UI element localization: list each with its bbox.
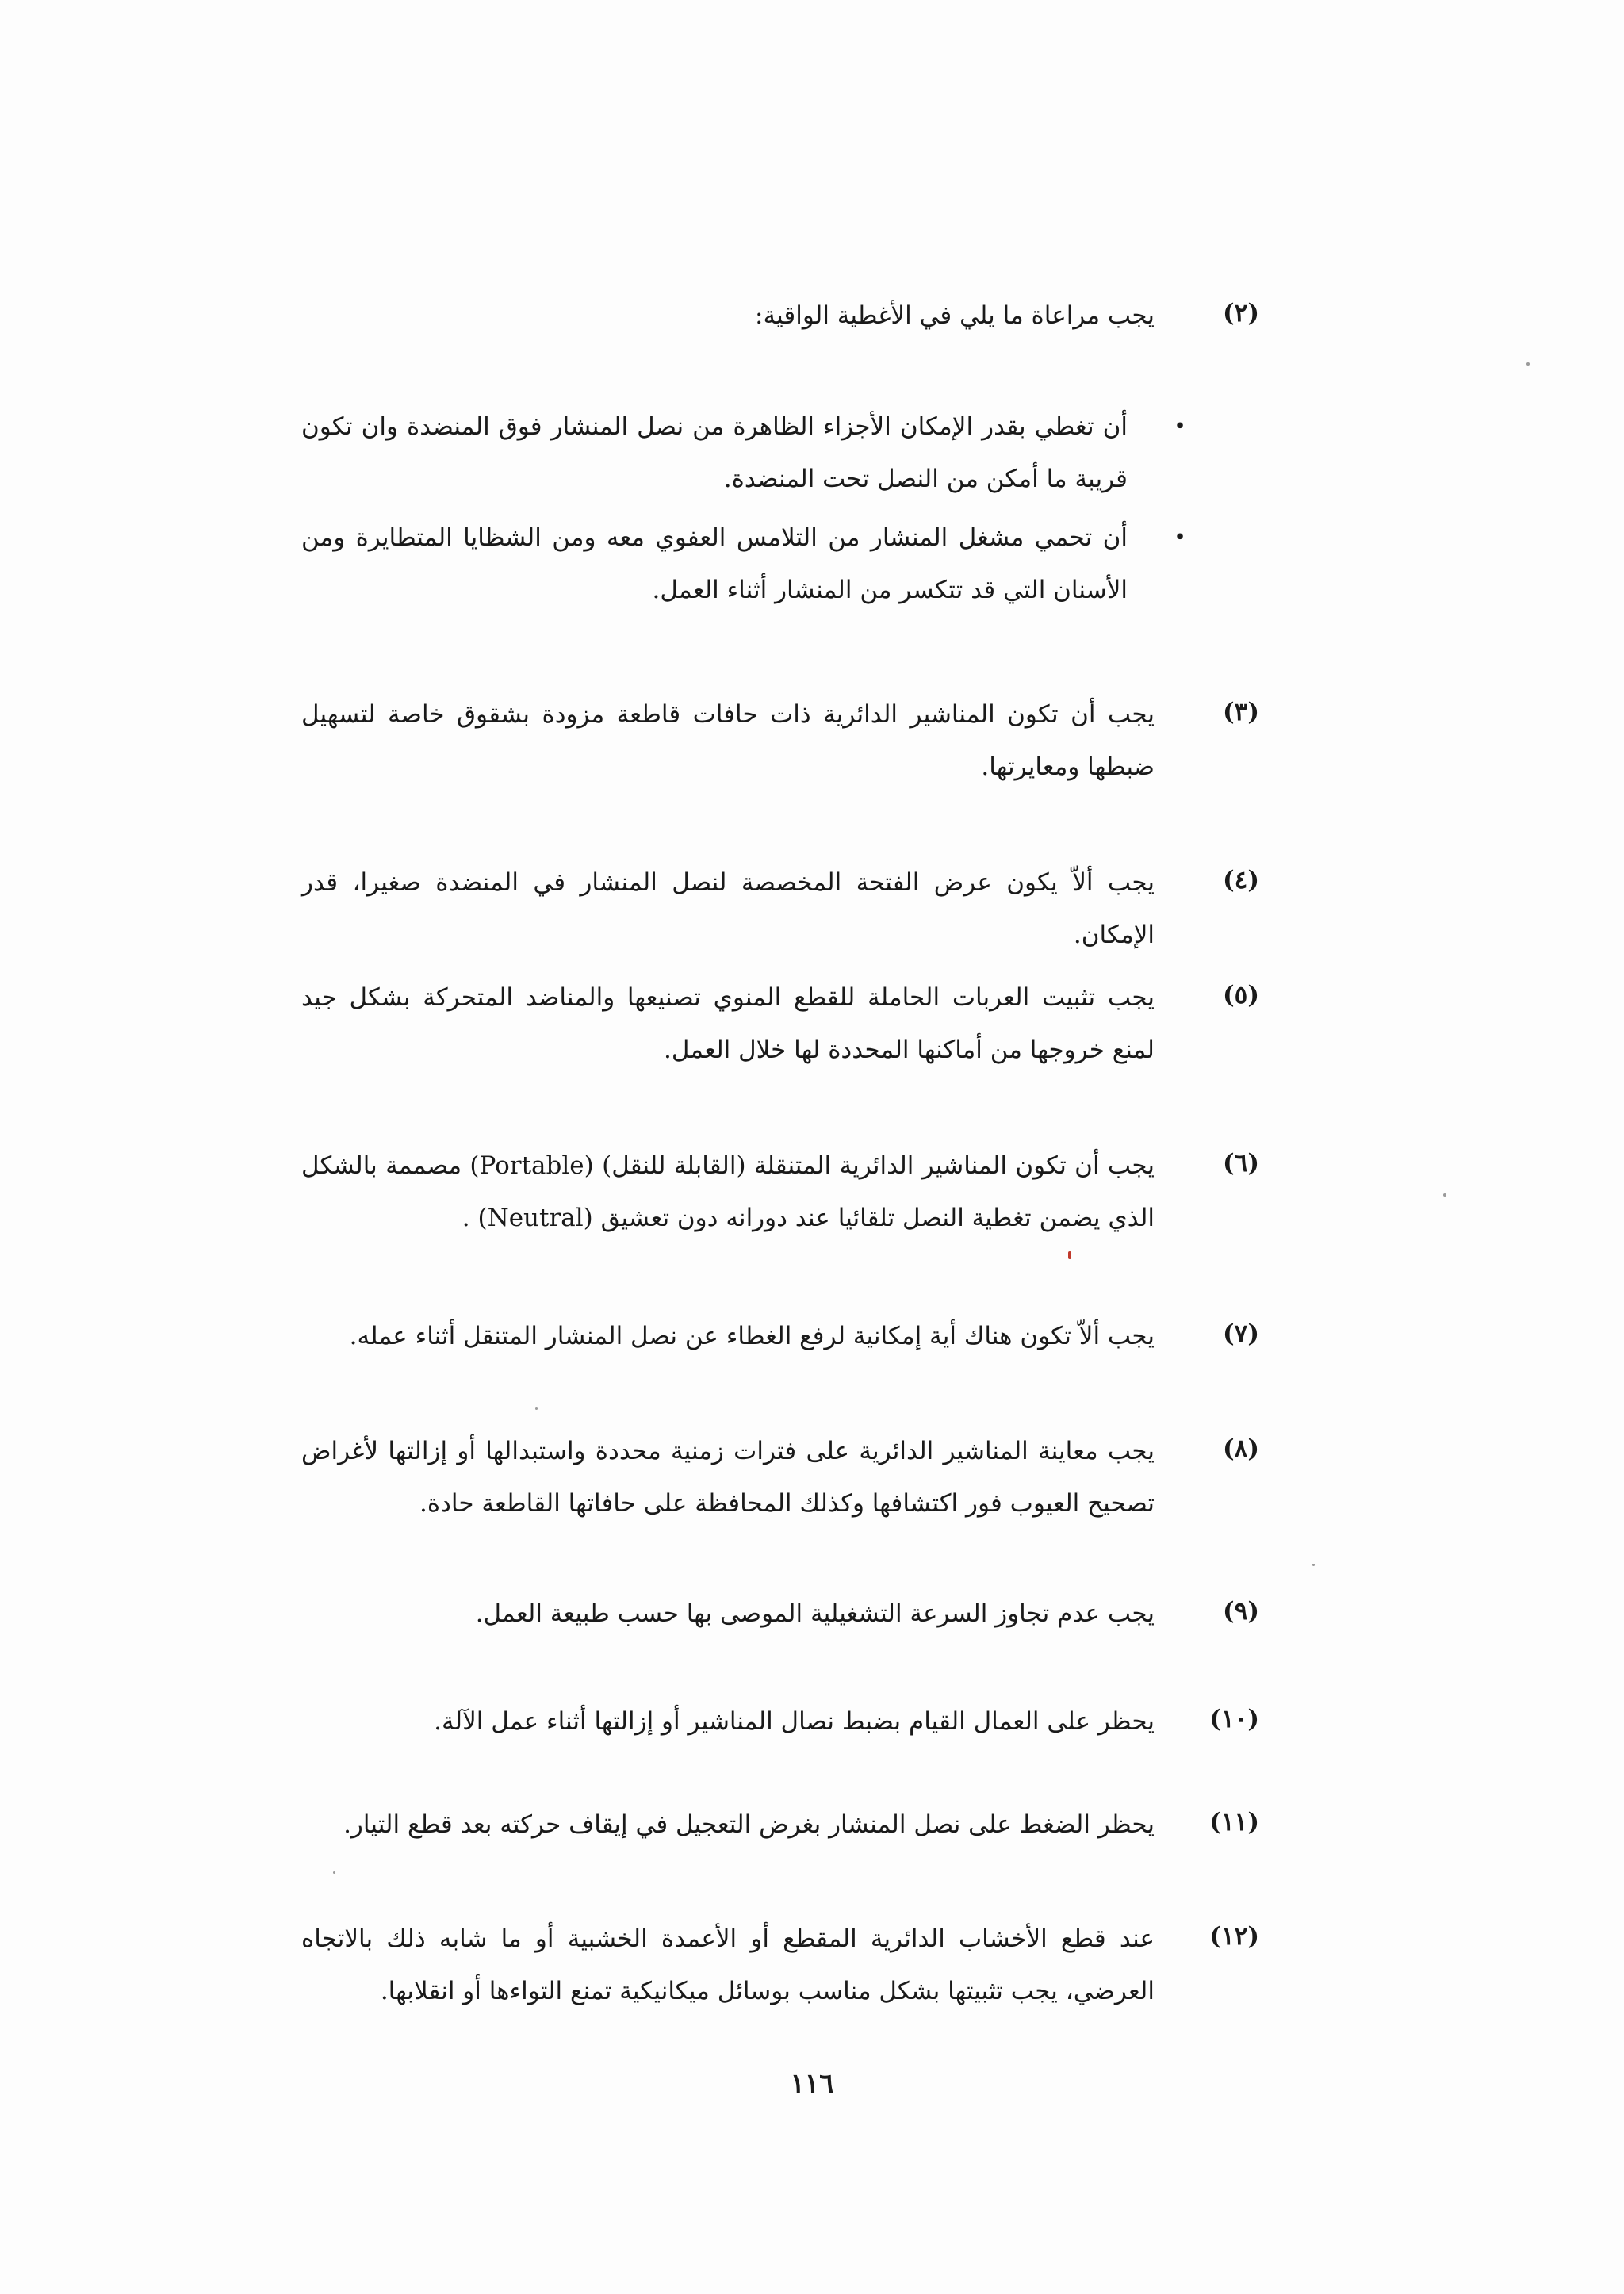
scan-speck [333,1871,335,1874]
numbered-item-4 [301,856,1259,961]
scan-speck [1312,1564,1315,1566]
scan-speck [1443,1193,1446,1197]
item-text: عند قطع الأخشاب الدائرية المقطع أو الأعمدة الخشبية أو ما شابه ذلك بالاتجاه العرضي، يجب تثبيتها بشكل مناسب بوسائل ميكانيكية تمنع التواءها أو انقلابها. [301,1924,1155,2005]
numbered-item-9 [301,1587,1259,1640]
item-number: (٩) [1223,1597,1259,1626]
bullet-text: أن تغطي بقدر الإمكان الأجزاء الظاهرة من نصل المنشار فوق المنضدة وان تكون قريبة ما أمكن من النصل تحت المنضدة. [301,412,1128,493]
item-text: يحظر على العمال القيام بضبط نصال المناشير أو إزالتها أثناء عمل الآلة. [434,1707,1155,1736]
numbered-item-11 [301,1798,1259,1851]
item-text: يحظر الضغط على نصل المنشار بغرض التعجيل في إيقاف حركته بعد قطع التيار. [343,1810,1155,1839]
item-text: يجب عدم تجاوز السرعة التشغيلية الموصى بها حسب طبيعة العمل. [475,1599,1155,1628]
page-number: ١١٦ [790,2068,834,2100]
numbered-item-2 [301,289,1259,342]
bullet-item-1 [301,400,1186,505]
bullet-icon: • [1174,526,1186,550]
numbered-item-7 [301,1310,1259,1362]
scan-speck-red [1068,1251,1071,1259]
item-number: (٢) [1223,299,1259,327]
item-number: (١١) [1209,1808,1259,1836]
numbered-item-10 [301,1695,1259,1748]
item-number: (٤) [1223,866,1259,894]
item-text: يجب ألاّ يكون عرض الفتحة المخصصة لنصل المنشار في المنضدة صغيرا، قدر الإمكان. [301,868,1155,949]
bullet-list [301,400,1186,622]
bullet-item-2 [301,511,1186,616]
scan-speck [535,1407,538,1410]
numbered-item-12 [301,1913,1259,2017]
numbered-item-6 [301,1139,1259,1244]
scan-speck [1526,362,1530,366]
item-text: يجب أن تكون المناشير الدائرية المتنقلة (القابلة للنقل) (Portable) مصممة بالشكل الذي يضمن تغطية النصل تلقائيا عند دورانه دون تعشيق (Neutral) . [301,1151,1155,1232]
numbered-item-3 [301,688,1259,793]
numbered-item-5 [301,971,1259,1076]
item-number: (٣) [1223,698,1259,726]
item-number: (١٠) [1209,1705,1259,1733]
item-text: يجب ألاّ تكون هناك أية إمكانية لرفع الغطاء عن نصل المنشار المتنقل أثناء عمله. [349,1322,1155,1350]
item-number: (٥) [1223,981,1259,1009]
bullet-text: أن تحمي مشغل المنشار من التلامس العفوي معه ومن الشظايا المتطايرة ومن الأسنان التي قد تتكسر من المنشار أثناء العمل. [301,523,1128,604]
item-text: يجب أن تكون المناشير الدائرية ذات حافات قاطعة مزودة بشقوق خاصة لتسهيل ضبطها ومعايرتها. [301,700,1155,781]
numbered-item-8 [301,1425,1259,1530]
item-text: يجب تثبيت العربات الحاملة للقطع المنوي تصنيعها والمناضد المتحركة بشكل جيد لمنع خروجها من أماكنها المحددة لها خلال العمل. [301,983,1155,1064]
item-text: يجب معاينة المناشير الدائرية على فترات زمنية محددة واستبدالها أو إزالتها لأغراض تصحيح العيوب فور اكتشافها وكذلك المحافظة على حافاتها القاطعة حادة. [301,1437,1155,1518]
item-number: (٧) [1223,1319,1259,1348]
item-number: (٨) [1223,1434,1259,1463]
item-number: (١٢) [1209,1922,1259,1951]
page-content [301,0,1259,2294]
bullet-icon: • [1174,415,1186,439]
item-number: (٦) [1223,1149,1259,1178]
item-text: يجب مراعاة ما يلي في الأغطية الواقية: [755,301,1155,330]
